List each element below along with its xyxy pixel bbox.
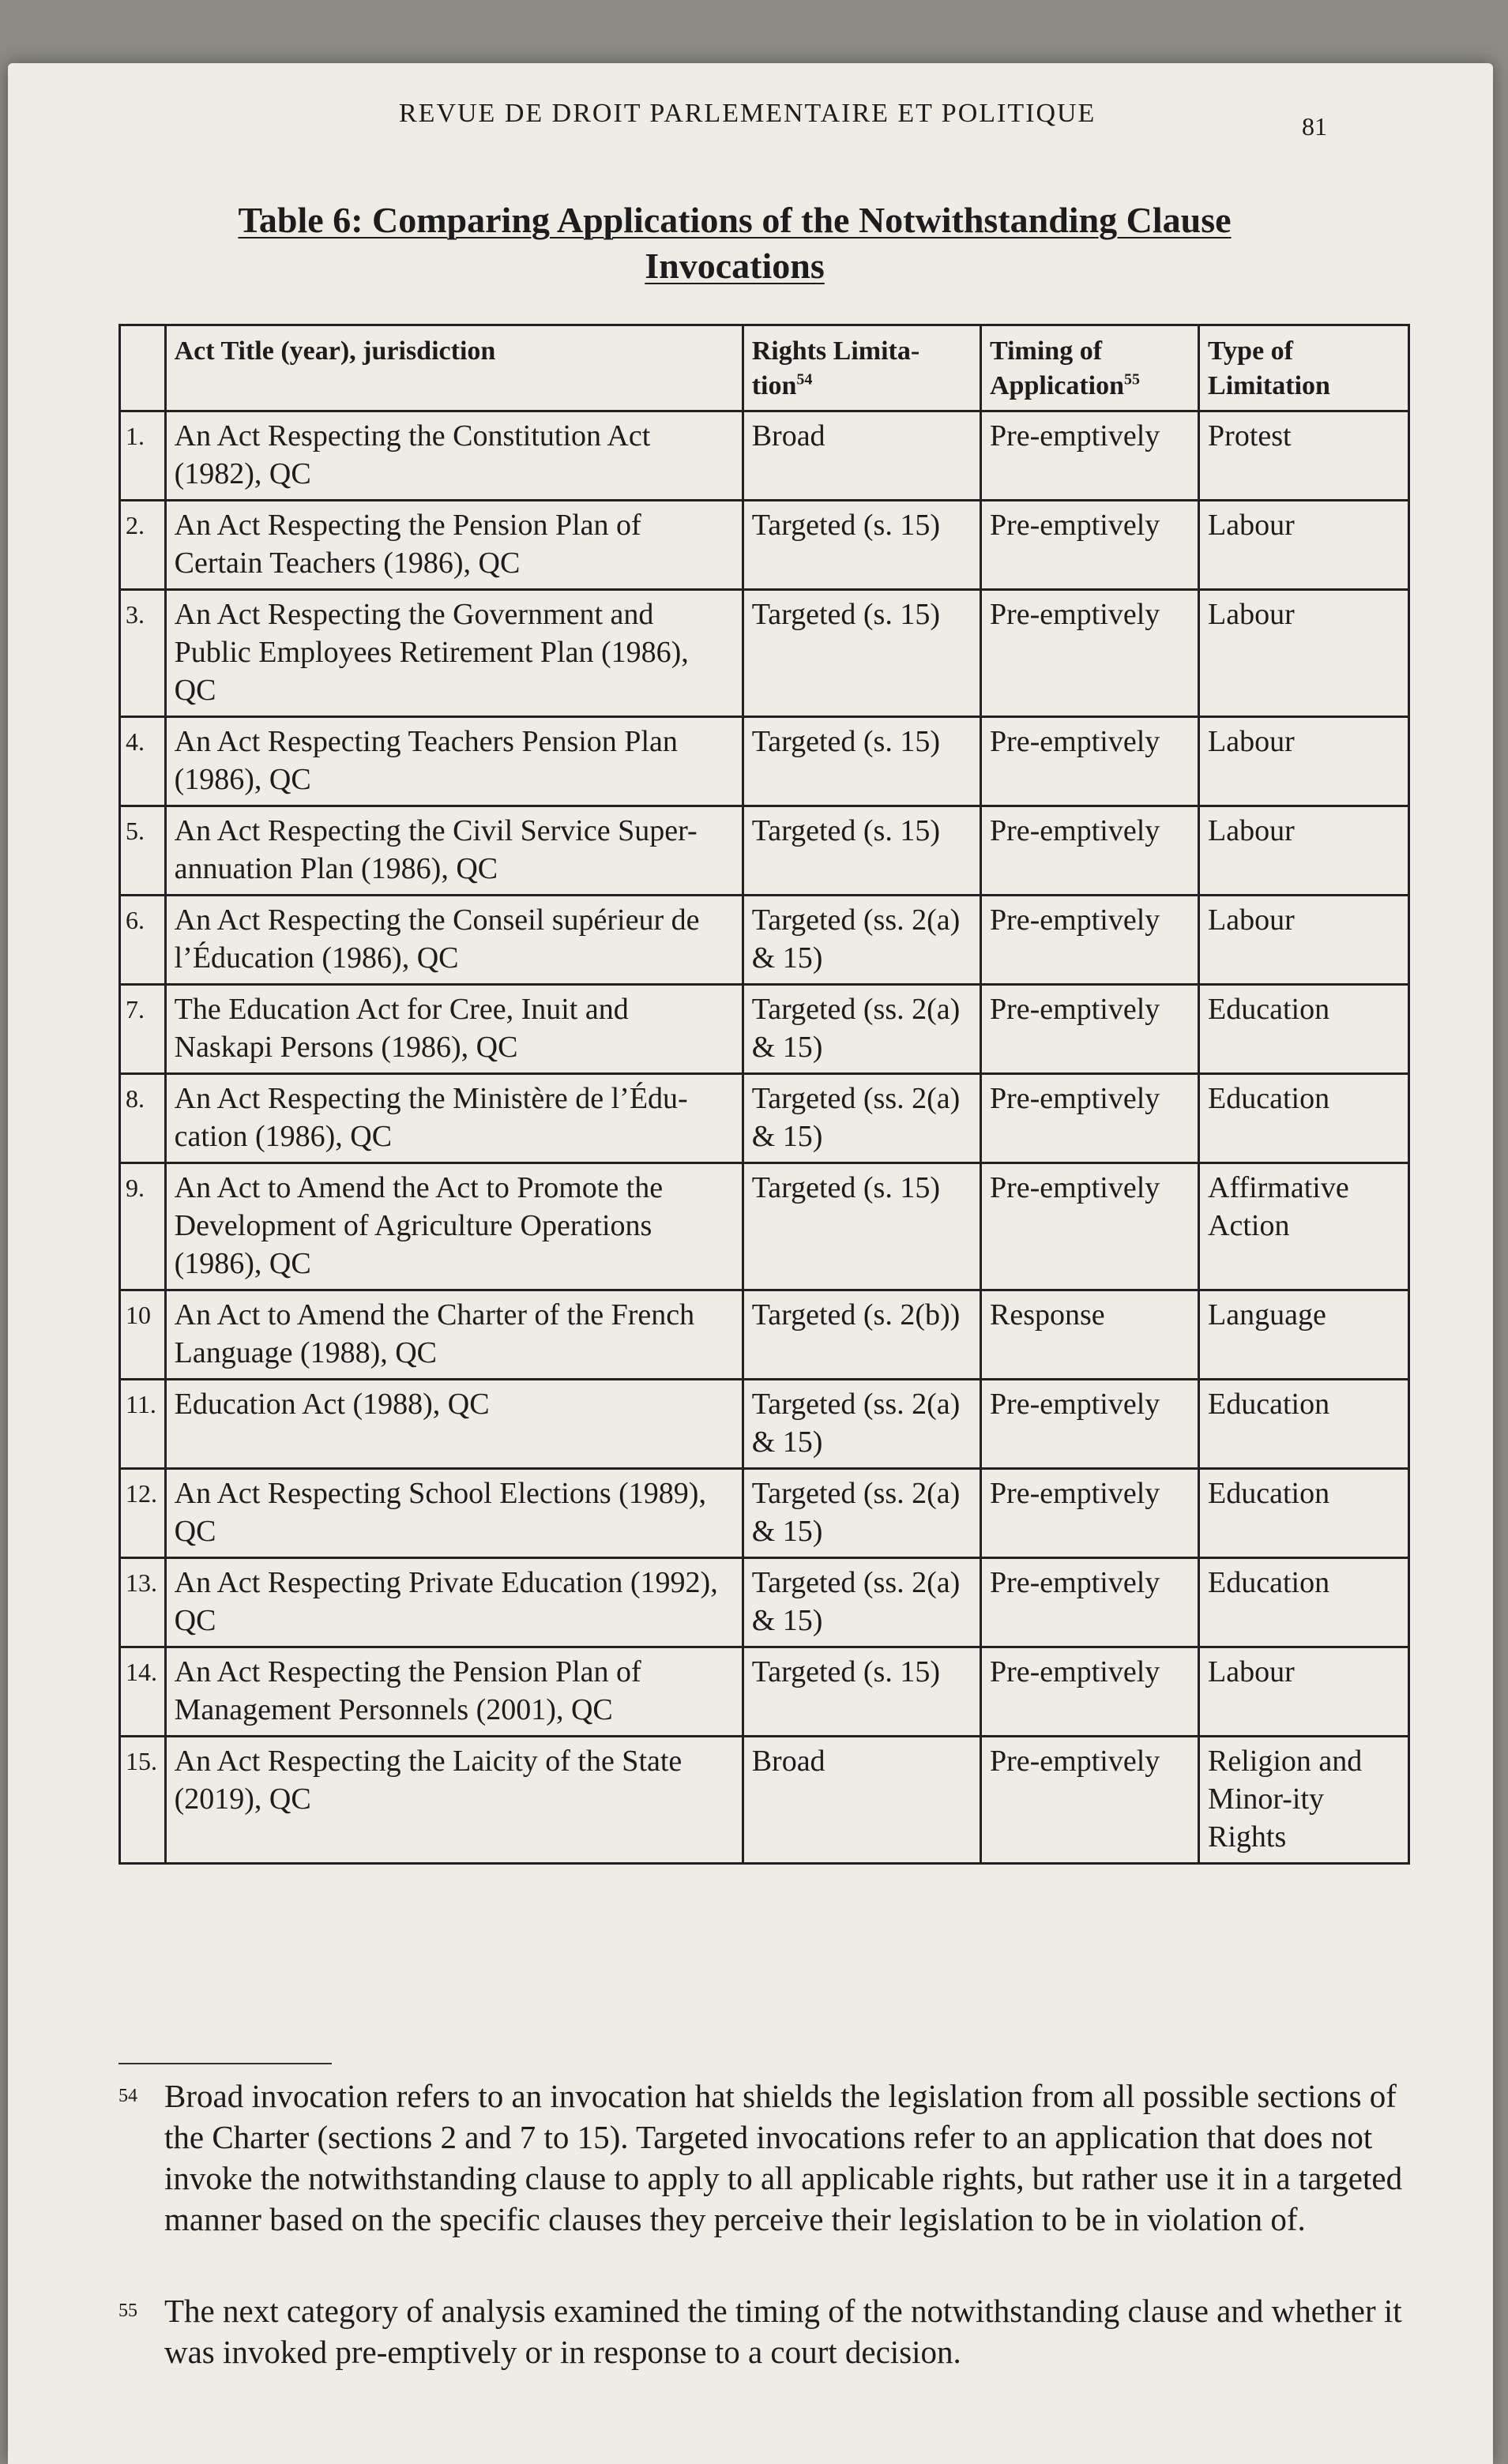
type-cell: Education: [1199, 985, 1409, 1074]
act-title-cell: The Education Act for Cree, Inuit and Naskapi Persons (1986), QC: [165, 985, 743, 1074]
type-cell: Religion and Minor-ity Rights: [1199, 1737, 1409, 1864]
rights-cell: Targeted (s. 15): [743, 806, 980, 896]
table-row: [120, 1163, 1409, 1290]
act-title-cell: An Act Respecting the Laicity of the State (2019), QC: [165, 1737, 743, 1864]
rights-cell: Targeted (s. 15): [743, 590, 980, 717]
timing-cell: Pre-emptively: [981, 1558, 1199, 1647]
row-number: 10: [120, 1290, 166, 1380]
timing-cell: Response: [981, 1290, 1199, 1380]
running-head: REVUE DE DROIT PARLEMENTAIRE ET POLITIQUE: [399, 99, 1096, 128]
row-number: 3.: [120, 590, 166, 717]
type-cell: Labour: [1199, 501, 1409, 590]
rights-cell: Targeted (s. 15): [743, 1647, 980, 1737]
timing-cell: Pre-emptively: [981, 411, 1199, 501]
table-row: [120, 717, 1409, 806]
act-title-cell: An Act Respecting the Constitution Act (1982), QC: [165, 411, 743, 501]
footnote-55: [118, 2290, 1430, 2372]
timing-cell: Pre-emptively: [981, 1074, 1199, 1163]
timing-cell: Pre-emptively: [981, 806, 1199, 896]
header-number: [120, 325, 166, 411]
rights-cell: Targeted (ss. 2(a) & 15): [743, 985, 980, 1074]
table-row: [120, 1290, 1409, 1380]
act-title-cell: An Act Respecting the Pension Plan of Certain Teachers (1986), QC: [165, 501, 743, 590]
header-act-label: Act Title (year), jurisdiction: [174, 336, 496, 366]
footnote-54: [118, 2075, 1430, 2240]
rights-cell: Broad: [743, 1737, 980, 1864]
table-row: [120, 1469, 1409, 1558]
table-header-row: [120, 325, 1409, 411]
table-row: [120, 411, 1409, 501]
rights-cell: Broad: [743, 411, 980, 501]
table-row: [120, 1380, 1409, 1469]
type-cell: Affirmative Action: [1199, 1163, 1409, 1290]
row-number: 8.: [120, 1074, 166, 1163]
table-row: [120, 806, 1409, 896]
header-rights-limitation: [743, 325, 980, 411]
row-number: 1.: [120, 411, 166, 501]
row-number: 4.: [120, 717, 166, 806]
rights-cell: Targeted (s. 15): [743, 1163, 980, 1290]
footnote-ref-55[interactable]: 55: [1124, 370, 1141, 389]
timing-cell: Pre-emptively: [981, 1647, 1199, 1737]
row-number: 7.: [120, 985, 166, 1074]
header-type-of-limitation: [1199, 325, 1409, 411]
footnote-text: The next category of analysis examined the timing of the notwithstanding clause and whether it was invoked pre-emptively or in response to a court decision.: [164, 2293, 1402, 2370]
type-cell: Education: [1199, 1380, 1409, 1469]
act-title-cell: An Act Respecting School Elections (1989), QC: [165, 1469, 743, 1558]
type-cell: Labour: [1199, 717, 1409, 806]
table-row: [120, 1558, 1409, 1647]
timing-cell: Pre-emptively: [981, 1737, 1199, 1864]
row-number: 6.: [120, 896, 166, 985]
table-body: [120, 411, 1409, 1864]
act-title-cell: An Act Respecting the Pension Plan of Management Personnels (2001), QC: [165, 1647, 743, 1737]
act-title-cell: An Act Respecting the Civil Service Super-annuation Plan (1986), QC: [165, 806, 743, 896]
timing-cell: Pre-emptively: [981, 717, 1199, 806]
rights-cell: Targeted (s. 2(b)): [743, 1290, 980, 1380]
type-cell: Labour: [1199, 806, 1409, 896]
footnote-text: Broad invocation refers to an invocation hat shields the legislation from all possible sections of the Charter (sections 2 and 7 to 15). Targeted invocations refer to an application that does not invoke the notwithstanding clause to apply to all applicable rights, but rather use it in a targeted manner based on the specific clauses they perceive their legislation to be in violation of.: [164, 2078, 1403, 2237]
type-cell: Education: [1199, 1469, 1409, 1558]
header-timing-label: Timing of Application: [990, 336, 1125, 400]
rights-cell: Targeted (s. 15): [743, 501, 980, 590]
table-row: [120, 896, 1409, 985]
footnote-mark: 54: [118, 2086, 137, 2106]
page-number: 81: [1302, 112, 1327, 141]
row-number: 2.: [120, 501, 166, 590]
row-number: 14.: [120, 1647, 166, 1737]
timing-cell: Pre-emptively: [981, 985, 1199, 1074]
table-title: [174, 197, 1296, 289]
timing-cell: Pre-emptively: [981, 501, 1199, 590]
table-row: [120, 590, 1409, 717]
timing-cell: Pre-emptively: [981, 1469, 1199, 1558]
type-cell: Labour: [1199, 896, 1409, 985]
footnote-ref-54[interactable]: 54: [796, 370, 813, 389]
timing-cell: Pre-emptively: [981, 1163, 1199, 1290]
row-number: 5.: [120, 806, 166, 896]
rights-cell: Targeted (ss. 2(a) & 15): [743, 1469, 980, 1558]
table-row: [120, 985, 1409, 1074]
header-act-title: [165, 325, 743, 411]
row-number: 9.: [120, 1163, 166, 1290]
act-title-cell: An Act Respecting the Ministère de l’Édu-cation (1986), QC: [165, 1074, 743, 1163]
rights-cell: Targeted (ss. 2(a) & 15): [743, 896, 980, 985]
type-cell: Labour: [1199, 590, 1409, 717]
table-title-line2: Invocations: [645, 246, 825, 286]
table-row: [120, 501, 1409, 590]
header-rights-label: Rights Limita-tion: [751, 336, 920, 400]
act-title-cell: An Act to Amend the Act to Promote the Development of Agriculture Operations (1986), QC: [165, 1163, 743, 1290]
row-number: 13.: [120, 1558, 166, 1647]
header-timing: [981, 325, 1199, 411]
table-row: [120, 1737, 1409, 1864]
footnote-mark: 55: [118, 2301, 137, 2321]
act-title-cell: An Act to Amend the Charter of the French Language (1988), QC: [165, 1290, 743, 1380]
row-number: 11.: [120, 1380, 166, 1469]
table-row: [120, 1647, 1409, 1737]
timing-cell: Pre-emptively: [981, 590, 1199, 717]
type-cell: Protest: [1199, 411, 1409, 501]
timing-cell: Pre-emptively: [981, 1380, 1199, 1469]
type-cell: Education: [1199, 1558, 1409, 1647]
timing-cell: Pre-emptively: [981, 896, 1199, 985]
act-title-cell: An Act Respecting Teachers Pension Plan (1986), QC: [165, 717, 743, 806]
row-number: 12.: [120, 1469, 166, 1558]
rights-cell: Targeted (s. 15): [743, 717, 980, 806]
header-type-label: Type of Limitation: [1208, 336, 1330, 400]
type-cell: Education: [1199, 1074, 1409, 1163]
rights-cell: Targeted (ss. 2(a) & 15): [743, 1074, 980, 1163]
act-title-cell: Education Act (1988), QC: [165, 1380, 743, 1469]
type-cell: Labour: [1199, 1647, 1409, 1737]
table-row: [120, 1074, 1409, 1163]
act-title-cell: An Act Respecting the Conseil supérieur de l’Éducation (1986), QC: [165, 896, 743, 985]
rights-cell: Targeted (ss. 2(a) & 15): [743, 1558, 980, 1647]
type-cell: Language: [1199, 1290, 1409, 1380]
table-title-line1: Table 6: Comparing Applications of the Notwithstanding Clause: [238, 200, 1232, 240]
act-title-cell: An Act Respecting the Government and Public Employees Retirement Plan (1986), QC: [165, 590, 743, 717]
row-number: 15.: [120, 1737, 166, 1864]
footnote-divider: [118, 2063, 332, 2064]
rights-cell: Targeted (ss. 2(a) & 15): [743, 1380, 980, 1469]
act-title-cell: An Act Respecting Private Education (1992), QC: [165, 1558, 743, 1647]
invocations-table: [118, 324, 1410, 1865]
